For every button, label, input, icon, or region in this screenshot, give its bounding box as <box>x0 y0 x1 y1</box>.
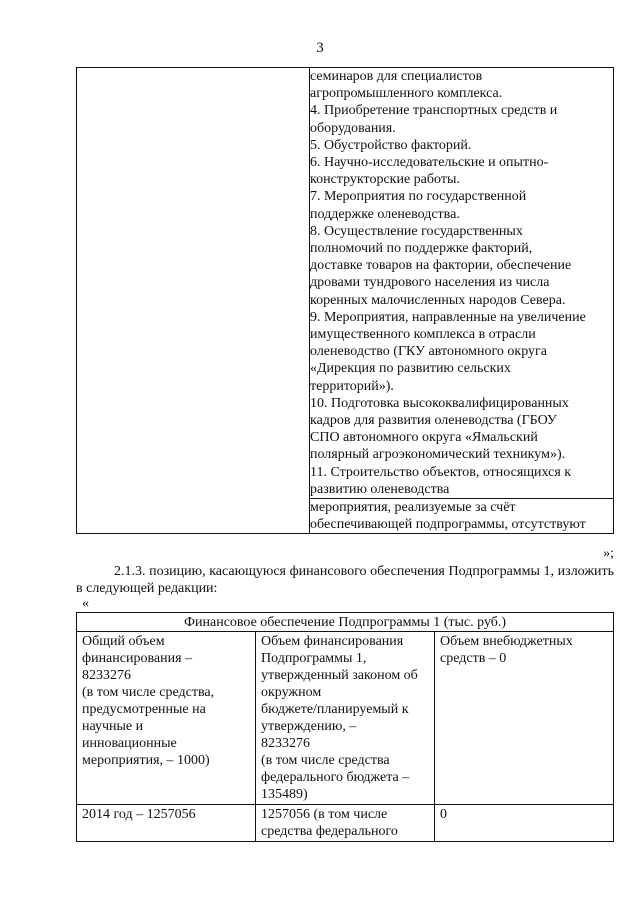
note-line: мероприятия, реализуемые за счёт <box>310 500 516 516</box>
subprogram-volume-line: утвержденный законом об <box>261 668 418 683</box>
financing-table-title: Финансовое обеспечение Подпрограммы 1 (тыс. руб.) <box>77 613 614 632</box>
year-2014-total-cell: 2014 год – 1257056 <box>77 805 256 842</box>
measures-list-line: 10. Подготовка высококвалифицированных <box>310 395 569 411</box>
amendment-paragraph-text: 2.1.3. позицию, касающуюся финансового обеспечения Подпрограммы 1, изложить в следующей редакции: <box>76 564 614 596</box>
measures-list-line: 11. Строительство объектов, относящихся к <box>310 464 572 480</box>
total-volume-line: научные и <box>82 719 144 734</box>
closing-quote: »; <box>603 546 614 561</box>
measures-list-line: семинаров для специалистов <box>310 69 483 84</box>
subprogram-measures-table <box>76 67 614 534</box>
financing-table <box>76 612 614 842</box>
note-line: обеспечивающей подпрограммы, отсутствуют <box>310 517 586 533</box>
measures-list-line: оленеводство (ГКУ автономного округа <box>310 344 547 360</box>
year-2014-subprogram-cell <box>256 805 435 842</box>
total-volume-line: мероприятия, – 1000) <box>82 753 210 768</box>
measures-list-line: коренных малочисленных народов Севера. <box>310 292 566 308</box>
subprogram-volume-line: бюджете/планируемый к <box>261 702 409 717</box>
empty-label-cell <box>77 68 310 534</box>
measures-list-line: развитию оленеводства <box>310 481 450 497</box>
total-volume-line: предусмотренные на <box>82 702 206 717</box>
subprogram-volume-line: 8233276 <box>261 736 310 751</box>
measures-list-line: конструкторские работы. <box>310 172 460 188</box>
subprogram-volume-line: (в том числе средства <box>261 753 390 768</box>
measures-list-line: поддержке оленеводства. <box>310 206 460 222</box>
measures-list-line: полномочий по поддержке факторий, <box>310 241 533 257</box>
total-volume-line: инновационные <box>82 736 177 751</box>
measures-list-line: полярный агроэкономический техникум»). <box>310 447 566 463</box>
measures-list-line: «Дирекция по развитию сельских <box>310 361 511 377</box>
extrabudget-volume-line: Объем внебюджетных <box>440 634 573 649</box>
measures-list <box>310 68 613 498</box>
subprogram-volume-line: окружном <box>261 685 322 700</box>
measures-list-line: 8. Осуществление государственных <box>310 223 523 239</box>
subprogram-volume-line: Подпрограммы 1, <box>261 651 367 666</box>
measures-list-line: 6. Научно-исследовательские и опытно- <box>310 155 549 171</box>
measures-list-line: СПО автономного округа «Ямальский <box>310 430 538 446</box>
extrabudget-volume-line: средств – 0 <box>440 651 507 666</box>
year-2014-extrabudget-cell: 0 <box>435 805 614 842</box>
total-volume-line: 8233276 <box>82 668 131 683</box>
subprogram-volume-line: федерального бюджета – <box>261 770 410 785</box>
amendment-paragraph <box>76 563 614 597</box>
measures-list-line: 7. Мероприятия по государственной <box>310 189 527 205</box>
total-volume-line: Общий объем <box>82 634 165 649</box>
measures-list-cell <box>310 68 614 499</box>
year-2014-subprogram-line: 1257056 (в том числе <box>261 807 388 822</box>
support-subprogram-note <box>310 499 613 533</box>
subprogram-volume-line: 135489) <box>261 787 308 802</box>
support-subprogram-note-cell <box>310 499 614 534</box>
measures-list-line: 9. Мероприятия, направленные на увеличение <box>310 309 586 325</box>
measures-list-line: оборудования. <box>310 120 396 136</box>
measures-list-line: территорий»). <box>310 378 394 394</box>
total-volume-line: финансирования – <box>82 651 193 666</box>
total-volume-cell <box>77 632 256 805</box>
subprogram-volume-cell <box>256 632 435 805</box>
measures-list-line: доставке товаров на фактории, обеспечение <box>310 258 572 274</box>
page-number: 3 <box>316 40 324 56</box>
measures-list-line: 5. Обустройство факторий. <box>310 137 472 153</box>
year-2014-subprogram-line: средства федерального <box>261 824 398 839</box>
subprogram-volume-line: утверждению, – <box>261 719 357 734</box>
measures-list-line: дровами тундрового населения из числа <box>310 275 550 291</box>
measures-list-line: имущественного комплекса в отрасли <box>310 327 536 343</box>
extrabudget-volume-cell <box>435 632 614 805</box>
measures-list-line: 4. Приобретение транспортных средств и <box>310 103 558 119</box>
opening-quote: « <box>82 596 89 611</box>
measures-list-line: кадров для развития оленеводства (ГБОУ <box>310 413 557 429</box>
measures-list-line: агропромышленного комплекса. <box>310 86 503 102</box>
subprogram-volume-line: Объем финансирования <box>261 634 404 649</box>
total-volume-line: (в том числе средства, <box>82 685 215 700</box>
